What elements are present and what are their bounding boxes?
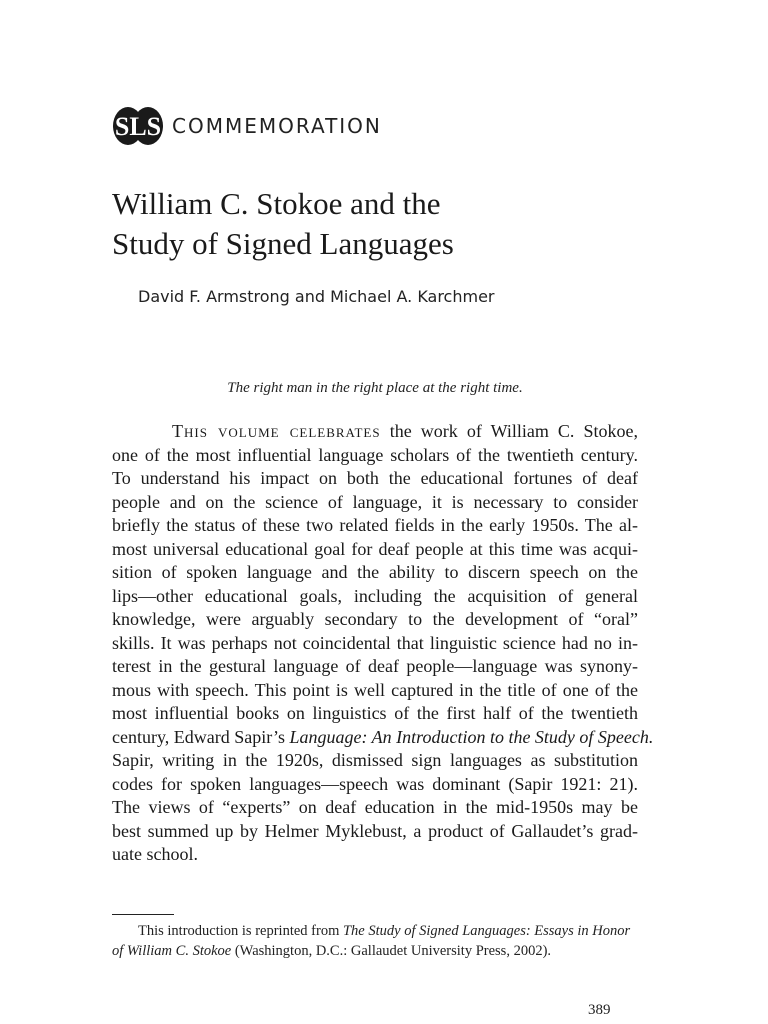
body-line: sition of spoken language and the ability to discern speech on the <box>112 562 638 582</box>
body-line: briefly the status of these two related fields in the early 1950s. The al- <box>112 515 638 535</box>
body-line: one of the most influential language scholars of the twentieth century. <box>112 444 638 465</box>
body-line: uate school. <box>112 844 198 864</box>
body-line: lips—other educational goals, including the acquisition of general <box>112 585 638 606</box>
body-line: This volume celebrates the work of William C. Stokoe, <box>172 421 638 441</box>
body-line: To understand his impact on both the educational fortunes of deaf <box>112 468 638 488</box>
body-line: most universal educational goal for deaf people at this time was acqui- <box>112 538 638 559</box>
footnote-line: This introduction is reprinted from The Study of Signed Languages: Essays in Honor <box>138 923 631 939</box>
title-line-2: Study of Signed Languages <box>112 226 454 261</box>
body-line: The views of “experts” on deaf education in the mid-1950s may be <box>112 797 638 817</box>
section-label: COMMEMORATION <box>172 114 382 138</box>
footnote <box>112 921 638 961</box>
body-line: knowledge, were arguably secondary to the development of “oral” <box>112 609 638 629</box>
body-line: skills. It was perhaps not coincidental that linguistic science had no in- <box>112 632 638 653</box>
body-line: terest in the gestural language of deaf people—language was synony- <box>112 656 638 676</box>
body-line: century, Edward Sapir’s Language: An Introduction to the Study of Speech. <box>112 726 654 747</box>
lead-in-smallcaps: This volume celebrates <box>172 421 381 441</box>
footnote-rule <box>112 914 174 915</box>
footnote-line: of William C. Stokoe (Washington, D.C.: Gallaudet University Press, 2002). <box>112 943 552 959</box>
body-line: best summed up by Helmer Myklebust, a product of Gallaudet’s grad- <box>112 820 638 841</box>
sls-logo-icon <box>112 105 164 147</box>
book-title-italic: Language: An Introduction to the Study of Speech. <box>289 726 654 747</box>
page-number: 389 <box>588 1002 611 1018</box>
section-header <box>112 105 382 147</box>
body-line: most influential books on linguistics of the first half of the twentieth <box>112 703 638 723</box>
body-line: mous with speech. This point is well captured in the title of one of the <box>112 679 638 700</box>
article-title <box>112 184 672 264</box>
body-paragraph <box>112 420 654 867</box>
epigraph: The right man in the right place at the right time. <box>227 380 523 396</box>
body-line: Sapir, writing in the 1920s, dismissed sign languages as substitution <box>112 750 638 770</box>
body-line: people and on the science of language, it is necessary to consider <box>112 491 638 512</box>
title-line-1: William C. Stokoe and the <box>112 186 441 221</box>
article-authors: David F. Armstrong and Michael A. Karchmer <box>138 287 495 306</box>
body-line: codes for spoken languages—speech was dominant (Sapir 1921: 21). <box>112 773 638 794</box>
logo-text: SLS <box>114 112 162 141</box>
